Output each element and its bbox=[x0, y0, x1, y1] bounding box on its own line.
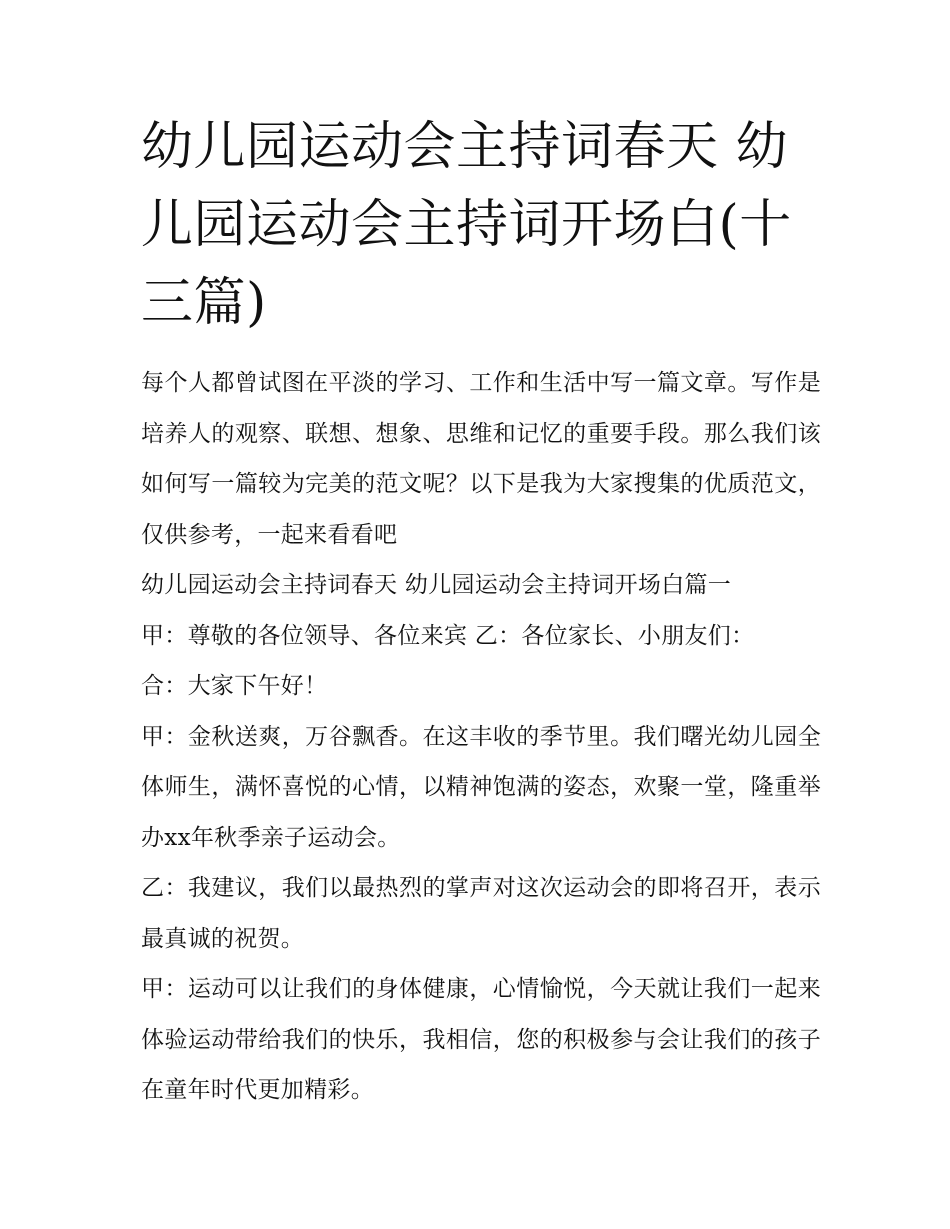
paragraph-intro: 每个人都曾试图在平淡的学习、工作和生活中写一篇文章。写作是培养人的观察、联想、想象、思维和记忆的重要手段。那么我们该如何写一篇较为完美的范文呢？以下是我为大家搜集的优质范文，仅供参考，一起来看看吧 bbox=[141, 370, 821, 548]
paragraph-greeting: 甲：尊敬的各位领导、各位来宾 乙：各位家长、小朋友们： bbox=[141, 622, 755, 649]
document-body bbox=[141, 358, 821, 1116]
paragraph-together: 合：大家下午好！ bbox=[141, 673, 328, 699]
paragraph-opening: 甲：金秋送爽，万谷飘香。在这丰收的季节里。我们曙光幼儿园全体师生，满怀喜悦的心情，以精神饱满的姿态，欢聚一堂，隆重举办xx年秋季亲子运动会。 bbox=[141, 723, 821, 851]
paragraph-applause: 乙：我建议，我们以最热烈的掌声对这次运动会的即将召开，表示最真诚的祝贺。 bbox=[141, 875, 821, 952]
document-title: 幼儿园运动会主持词春天 幼儿园运动会主持词开场白(十三篇) bbox=[141, 117, 792, 333]
paragraph-section-heading: 幼儿园运动会主持词春天 幼儿园运动会主持词开场白篇一 bbox=[141, 572, 732, 598]
document-page bbox=[141, 108, 821, 1116]
paragraph-sports: 甲：运动可以让我们的身体健康，心情愉悦，今天就让我们一起来体验运动带给我们的快乐，我相信，您的积极参与会让我们的孩子在童年时代更加精彩。 bbox=[141, 976, 821, 1103]
